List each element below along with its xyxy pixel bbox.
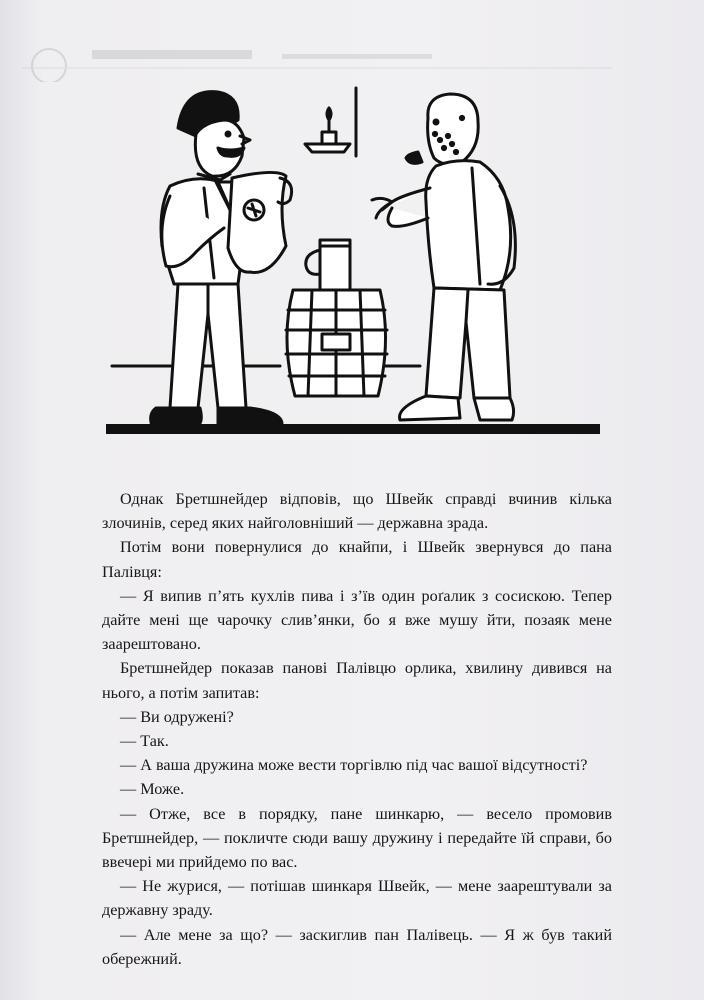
candle-shelf-icon	[305, 88, 356, 156]
paragraph: Бретшнейдер показав панові Палівцю орлика, хвилину дивився на нього, а потім запитав:	[102, 659, 612, 702]
floor-line	[106, 424, 600, 434]
paragraph: Потім вони повернулися до кнайпи, і Швейк звернувся до пана Палівця:	[102, 538, 612, 581]
paragraph: — Отже, все в порядку, пане шинкарю, — весело промовив Бретшнейдер, — покличте сюди вашу дружину і передайте їй справи, бо ввечері ми прийдемо по вас.	[102, 804, 612, 872]
man-with-mustache-figure	[151, 92, 292, 426]
paragraph: — Але мене за що? — заскиглив пан Палівець. — Я ж був такий обережний.	[102, 925, 612, 968]
paragraph: — А ваша дружина може вести торгівлю під час вашої відсутності?	[120, 756, 588, 775]
bald-man-figure	[372, 94, 515, 420]
paragraph: — Так.	[120, 732, 169, 751]
paragraph: — Може.	[120, 780, 185, 799]
barrel-icon	[286, 290, 387, 396]
paragraph: — Ви одружені?	[120, 707, 234, 726]
illustration	[100, 78, 610, 448]
paragraph: — Не журися, — потішав шинкаря Швейк, — мене заарештували за державну зраду.	[102, 877, 612, 920]
jug-icon	[306, 240, 350, 290]
paragraph: Однак Бретшнейдер відповів, що Швейк справді вчинив кілька злочинів, серед яких найголовніший — державна зрада.	[102, 490, 612, 533]
paragraph: — Я випив п’ять кухлів пива і з’їв один роґалик з сосискою. Тепер дайте мені ще чарочку слив’янки, бо я вже мушу йти, позаяк мене заарештовано.	[102, 586, 612, 654]
bleed-through-header	[22, 42, 612, 82]
body-text	[102, 487, 612, 971]
